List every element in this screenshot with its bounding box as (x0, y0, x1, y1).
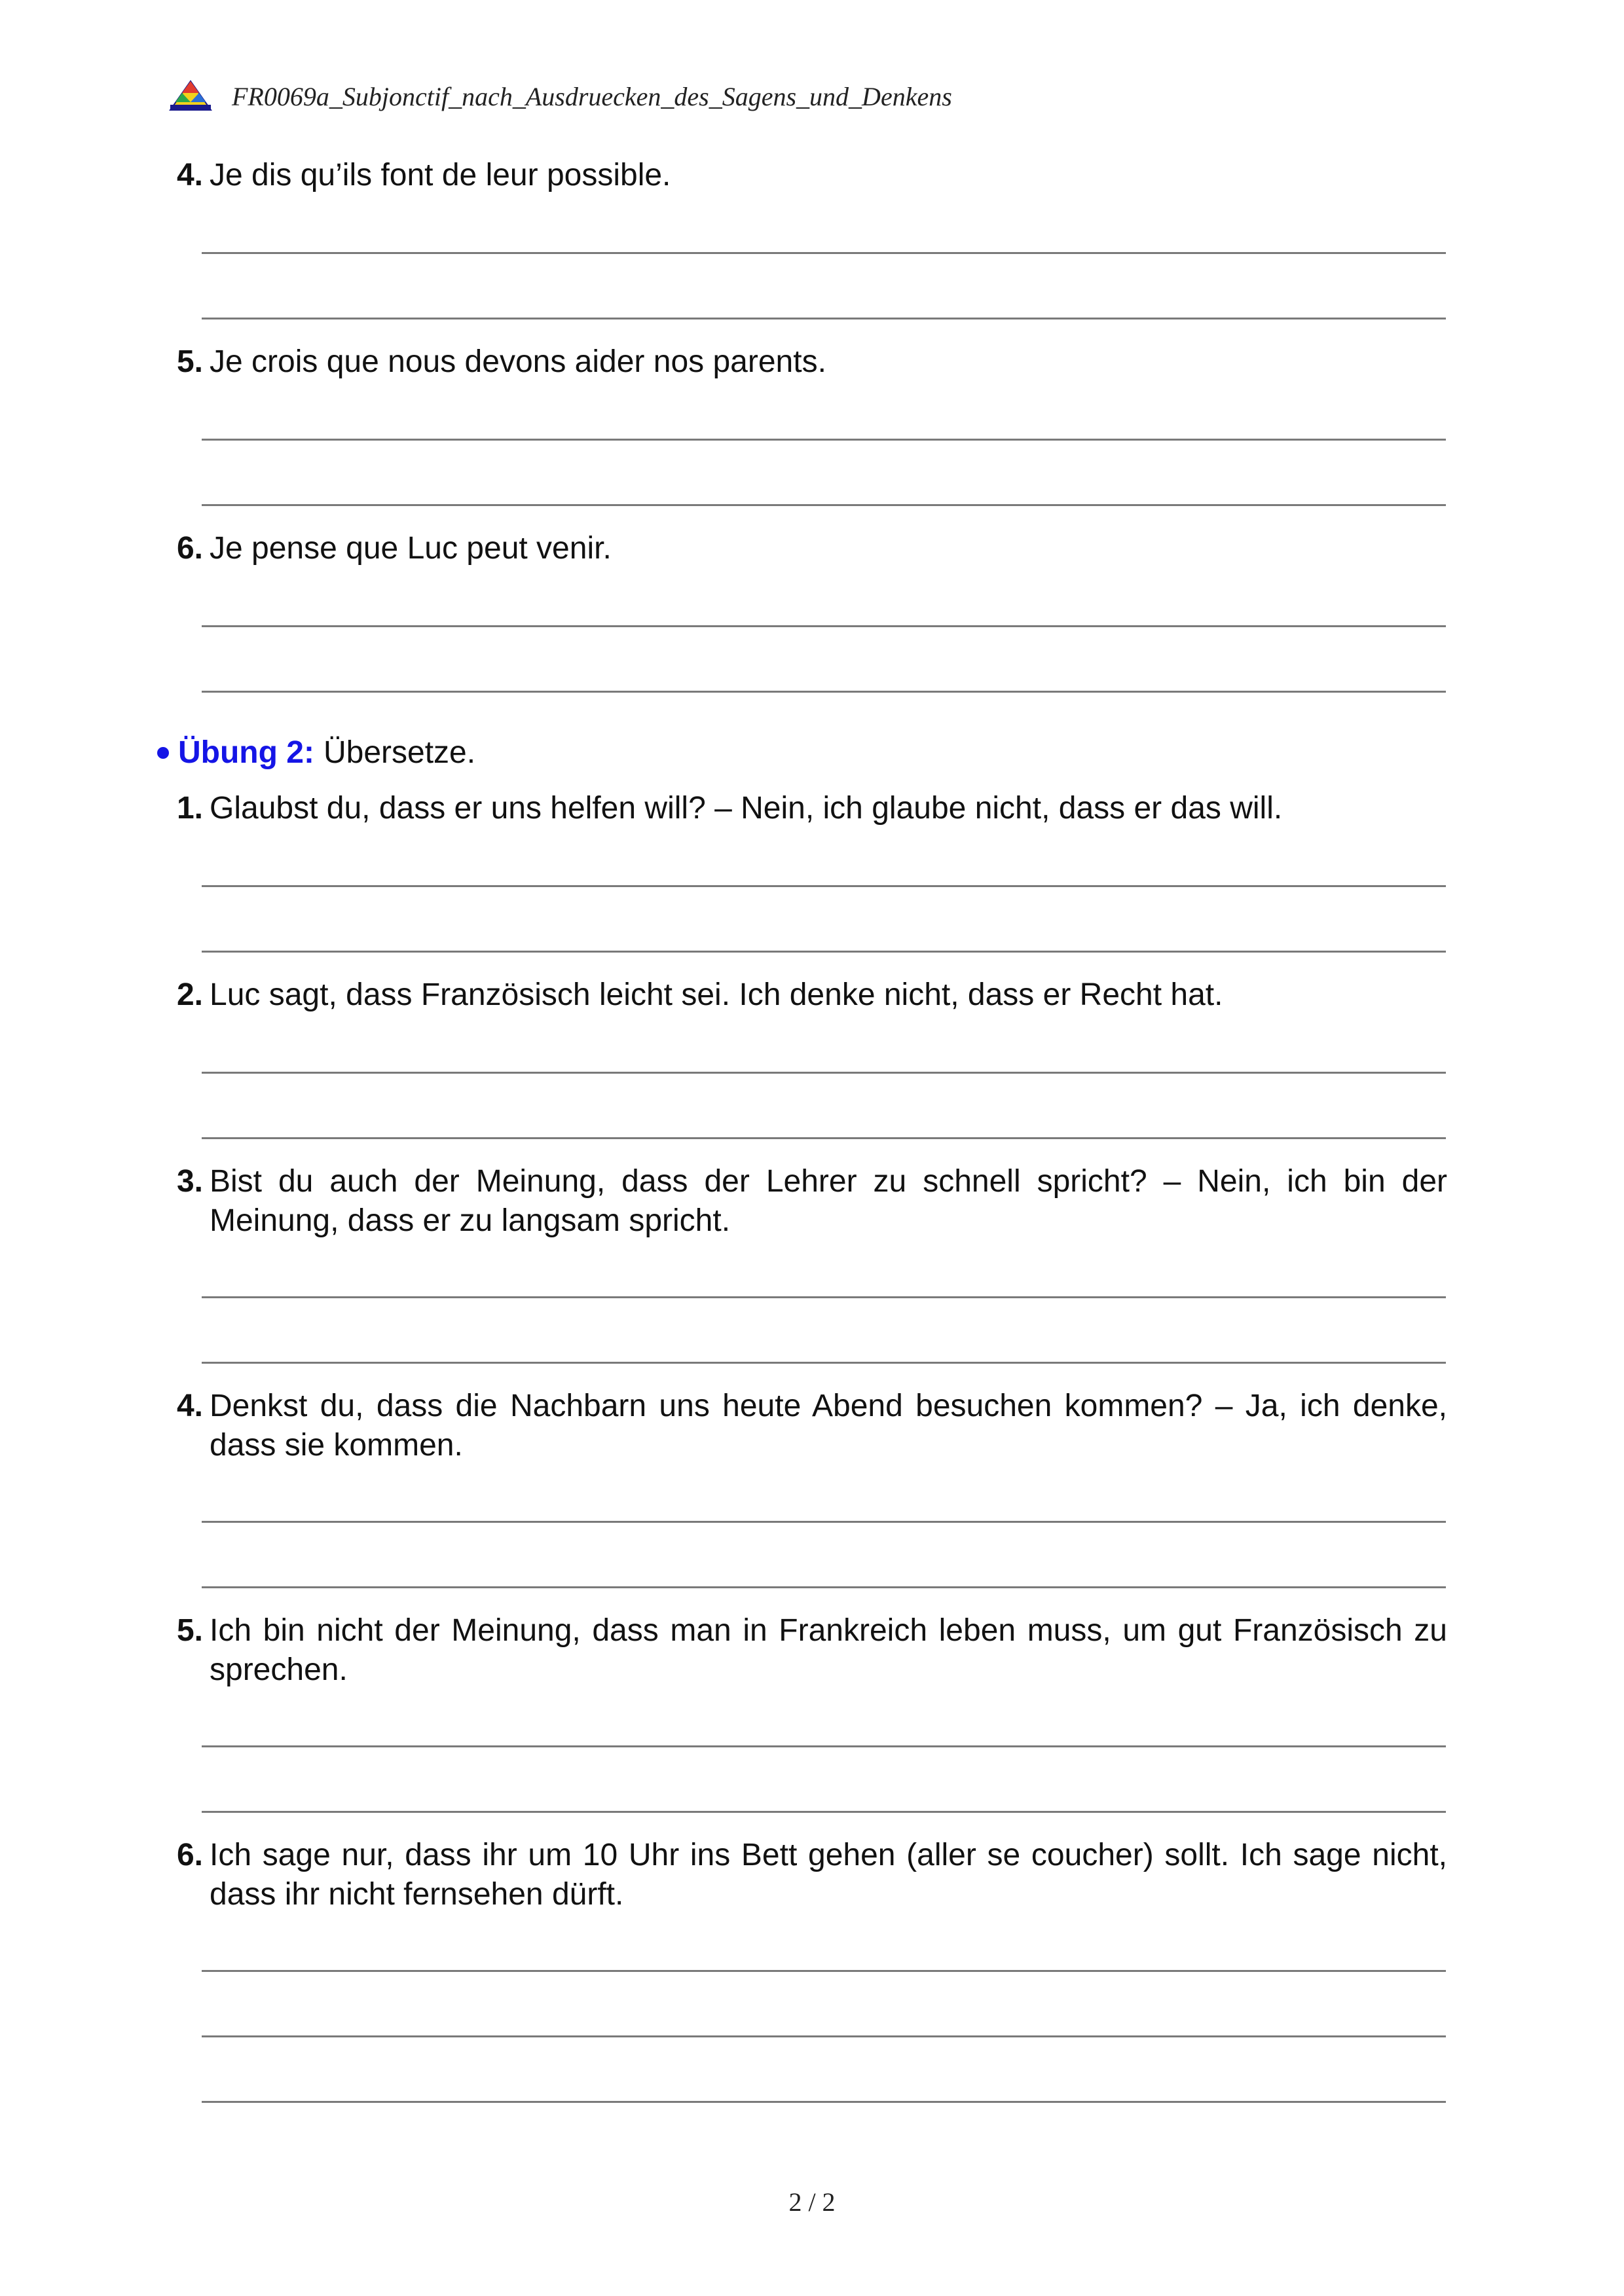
logo-icon (169, 80, 212, 113)
answer-line[interactable] (202, 1137, 1446, 1139)
exercise-1-item-6 (164, 529, 1447, 568)
answer-line[interactable] (202, 504, 1446, 506)
exercise-2-item-2 (164, 975, 1447, 1015)
item-number: 2. (176, 977, 203, 1012)
item-number: 5. (176, 344, 203, 379)
answer-line[interactable] (202, 885, 1446, 887)
item-number: 3. (176, 1164, 203, 1199)
exercise-instruction: Übersetze. (323, 735, 476, 770)
worksheet-title: FR0069a_Subjonctif_nach_Ausdruecken_des_Sagens_und_Denkens (232, 81, 952, 111)
answer-line[interactable] (202, 1072, 1446, 1074)
exercise-2-item-1 (164, 789, 1447, 828)
answer-line[interactable] (202, 1362, 1446, 1364)
exercise-1-item-5 (164, 342, 1447, 382)
exercise-1-item-4 (164, 156, 1447, 195)
exercise-label: Übung 2: (178, 735, 314, 770)
answer-line[interactable] (202, 1970, 1446, 1972)
answer-line[interactable] (202, 2101, 1446, 2103)
item-text: Je pense que Luc peut venir. (210, 531, 612, 566)
answer-line[interactable] (202, 318, 1446, 319)
page-header (169, 73, 952, 119)
item-number: 5. (176, 1613, 203, 1648)
exercise-2-heading (157, 733, 475, 773)
item-text: Bist du auch der Meinung, dass der Lehrer zu schnell spricht? – Nein, ich bin der Meinung, dass er zu langsam spricht. (210, 1164, 1447, 1238)
item-number: 4. (176, 1389, 203, 1423)
item-text: Ich sage nur, dass ihr um 10 Uhr ins Bett gehen (aller se coucher) sollt. Ich sage nicht, dass ihr nicht fernsehen dürft. (210, 1838, 1447, 1912)
bullet-icon (157, 747, 169, 759)
answer-line[interactable] (202, 1586, 1446, 1588)
exercise-2-item-6 (164, 1836, 1447, 1914)
answer-line[interactable] (202, 439, 1446, 441)
item-text: Ich bin nicht der Meinung, dass man in Frankreich leben muss, um gut Französisch zu sprechen. (210, 1613, 1447, 1687)
answer-line[interactable] (202, 2035, 1446, 2037)
answer-line[interactable] (202, 1811, 1446, 1813)
item-number: 6. (176, 531, 203, 566)
item-text: Je dis qu’ils font de leur possible. (210, 158, 671, 192)
item-number: 1. (176, 791, 203, 826)
answer-line[interactable] (202, 1296, 1446, 1298)
page-number: 2 / 2 (788, 2187, 836, 2217)
item-text: Je crois que nous devons aider nos parents. (210, 344, 826, 379)
answer-line[interactable] (202, 625, 1446, 627)
answer-line[interactable] (202, 691, 1446, 693)
item-number: 4. (176, 158, 203, 192)
answer-line[interactable] (202, 252, 1446, 254)
answer-line[interactable] (202, 1745, 1446, 1747)
item-text: Luc sagt, dass Französisch leicht sei. Ich denke nicht, dass er Recht hat. (210, 977, 1223, 1012)
exercise-2-item-4 (164, 1387, 1447, 1465)
exercise-2-item-5 (164, 1611, 1447, 1690)
answer-line[interactable] (202, 951, 1446, 953)
item-text: Glaubst du, dass er uns helfen will? – Nein, ich glaube nicht, dass er das will. (210, 791, 1283, 826)
answer-line[interactable] (202, 1521, 1446, 1523)
item-number: 6. (176, 1838, 203, 1872)
exercise-2-item-3 (164, 1162, 1447, 1241)
item-text: Denkst du, dass die Nachbarn uns heute Abend besuchen kommen? – Ja, ich denke, dass sie kommen. (210, 1389, 1447, 1463)
